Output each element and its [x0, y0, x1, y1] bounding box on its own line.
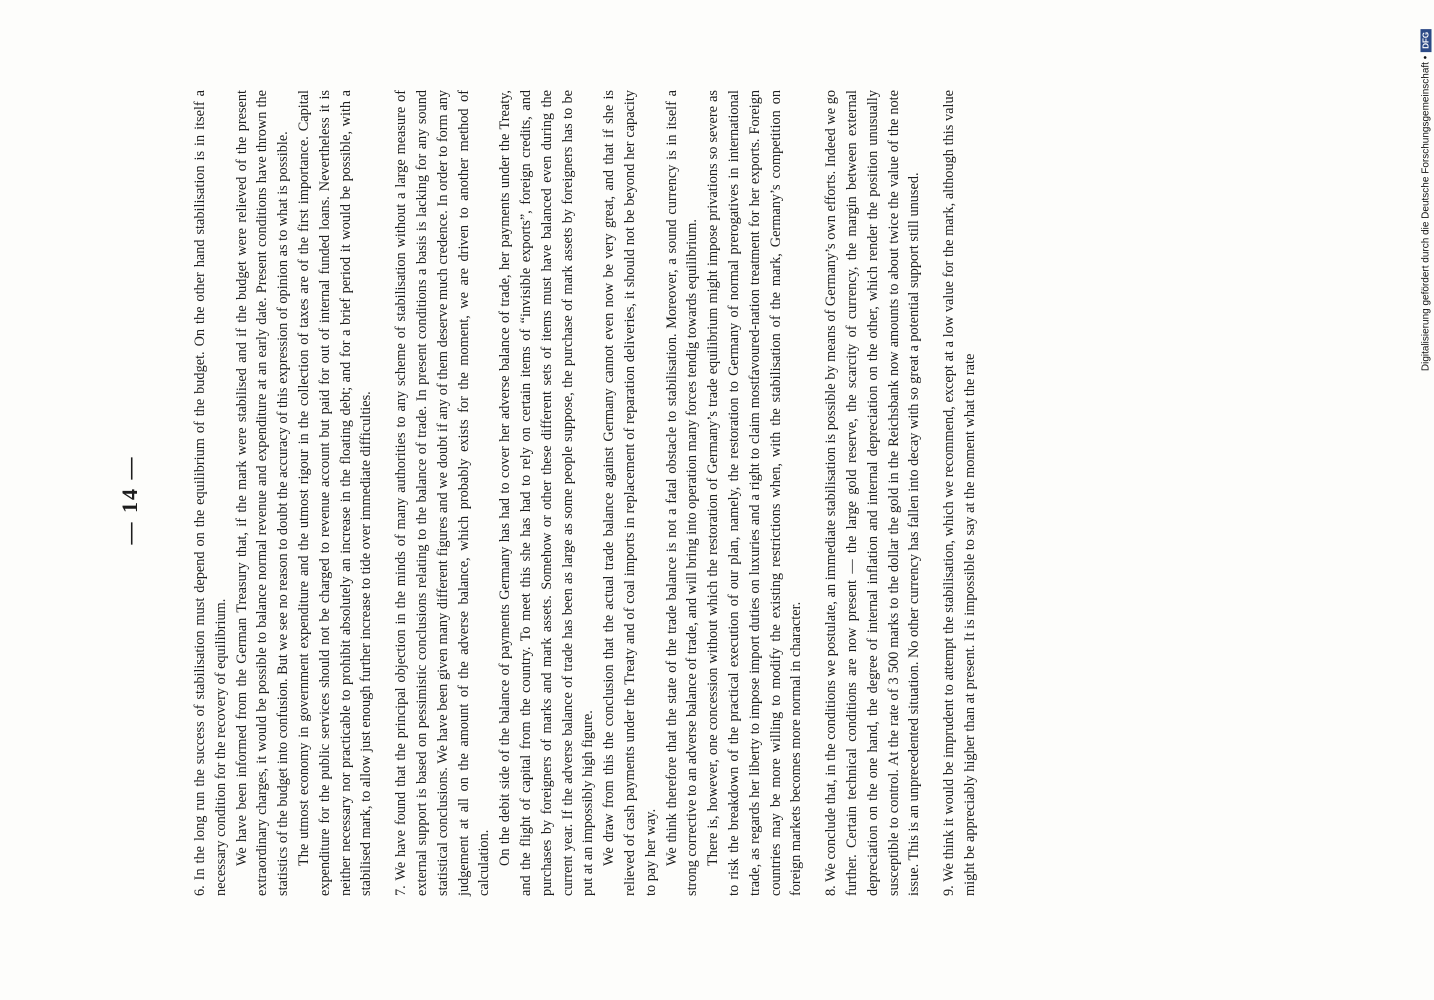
page-number-header: — 14 — [117, 455, 142, 545]
paragraph: 8. We conclude that, in the conditions we postulate, an immediate stabilisation is possible by means of Germany’s own efforts. Indeed we go further. Certain technical conditions are now present — the large gold reserve, the scarcity of currency, the margin between external depreciation on the one hand, the degree of internal inflation and internal depreciation on the other, which render the position unusually susceptible to control. At the rate of 3 500 marks to the dollar the gold in the Reichsbank now amounts to about twice the value of the note issue. This is an unprecedented situation. No other currency has fallen into decay with so great a potential support still unused. [823, 90, 923, 896]
paragraph: The utmost economy in government expenditure and the utmost rigour in the collection of taxes are of the first importance. Capital expenditure for the public services should not be charged to revenue account but paid for out of internal funded loans. Nevertheless it is neither necessary nor practicable to prohibit absolutely an increase in the floating debt; and for a brief period it would be possible, with a stabilised mark, to allow just enough further increase to tide over immediate difficulties. [295, 90, 375, 896]
paragraph: There is, however, one concession without which the restoration of Germany’s trade equilibrium might impose privations so severe as to risk the breakdown of the practical execution of our plan, namely, the restoration to Germany of normal prerogatives in international trade, as regards her liberty to impose import duties on luxuries and a right to claim mostfavoured-nation treatment for her exports. Foreign countries may be more willing to modify the existing restrictions when, with the stabilisation of the mark, Germany’s competition on foreign markets becomes more normal in character. [705, 90, 805, 896]
paragraph: 6. In the long run the success of stabilisation must depend on the equilibrium of the budget. On the other hand stabilisation is in itself a necessary condition for the recovery of equilibrium. [192, 90, 229, 896]
credit-text: Digitalisierung gefördert durch die Deutsche Forschungsgemeinschaft • [1420, 55, 1432, 372]
document-page [102, 50, 1362, 950]
dfg-logo: DFG [1421, 29, 1432, 52]
digitization-credit [1419, 4, 1433, 396]
paragraph: We have been informed from the German Treasury that, if the mark were stabilised and if the budget were relieved of the present extraordinary charges, it would be possible to balance normal revenue and expenditure at an early date. Present conditions have thrown the statistics of the budget into confusion. But we see no reason to doubt the accuracy of this expression of opinion as to what is possible. [233, 90, 292, 896]
body-text [190, 90, 981, 896]
paragraph: We draw from this the conclusion that the actual trade balance against Germany cannot even now be very great, and that if she is relieved of cash payments under the Treaty and of coal imports in replacement of reparation deliveries, it should not be beyond her capacity to pay her way. [601, 90, 659, 896]
paragraph: On the debit side of the balance of payments Germany has had to cover her adverse balance of trade, her payments under the Treaty, and the flight of capital from the country. To meet this she has had to rely on certain items of “invisible exports”, foreign credits, and purchases by foreigners of marks and mark assets. Somehow or other these different sets of items must have balanced even during the current year. If the adverse balance of trade has been as large as some people suppose, the purchase of mark assets by foreigners has to be put at an impossibly high figure. [497, 90, 597, 896]
paragraph: We think therefore that the state of the trade balance is not a fatal obstacle to stabilisation. Moreover, a sound currency is in itself a strong corrective to an adverse balance of trade, and will bring into operation many forces tendig towards equilibrium. [663, 90, 701, 896]
paragraph: 9. We think it would be imprudent to attempt the stabilisation, which we recommend, except at a low value for the mark, although this value might be appreciably higher than at present. It is impossible to say at the moment what the rate [941, 90, 978, 896]
paragraph: 7. We have found that the principal objection in the minds of many authorities to any scheme of stabilisation without a large measure of external support is based on pessimistic conclusions relating to the balance of trade. In present conditions a basis is lacking for any sound statistical conclusions. We have been given many different figures and we doubt if any of them deserve much credence. In order to form any judgement at all on the amount of the adverse balance, which probably exists for the moment, we are driven to another method of calculation. [393, 90, 493, 896]
